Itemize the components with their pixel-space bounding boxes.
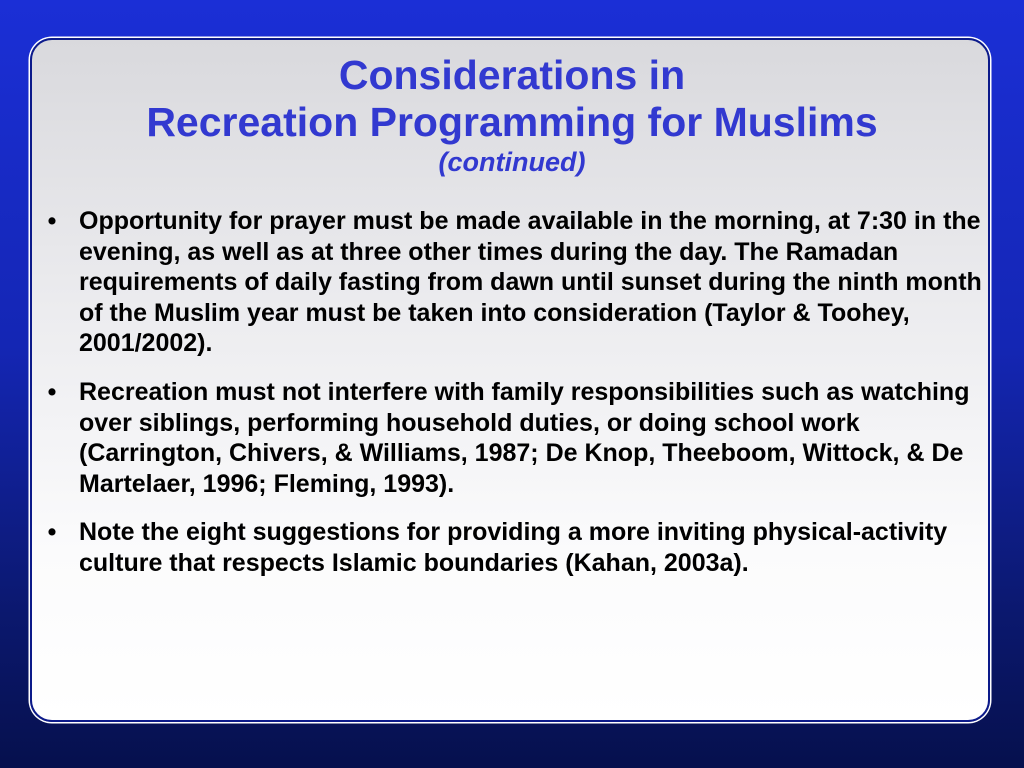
- bullet-icon: •: [47, 207, 57, 235]
- title-subtitle: (continued): [438, 147, 586, 177]
- bullet-icon: •: [47, 377, 57, 406]
- bullet-item: [42, 377, 982, 499]
- bullet-text: Recreation must not interfere with family responsibilities such as watching over siblings, performing household duties, or doing school work (Carrington, Chivers, & Williams, 1987; De Knop, Theeboom, Wittock, & De Martelaer, 1996; Fleming, 1993).: [79, 377, 970, 498]
- bullet-item: [42, 517, 982, 578]
- slide-title: [32, 52, 992, 178]
- slide-panel: [30, 38, 990, 722]
- title-line-2: Recreation Programming for Muslims: [146, 99, 878, 145]
- bullet-list: [42, 206, 982, 597]
- title-line-1: Considerations in: [338, 52, 686, 98]
- bullet-text: Note the eight suggestions for providing a more inviting physical-activity culture that respects Islamic boundaries (Kahan, 2003a).: [79, 518, 948, 577]
- bullet-text: Opportunity for prayer must be made available in the morning, at 7:30 in the evening, as well as at three other times during the day. The Ramadan requirements of daily fasting from dawn until sunset during the ninth month of the Muslim year must be taken into consideration (Taylor & Toohey, 2001/2002).: [79, 207, 982, 358]
- bullet-item: [42, 206, 982, 359]
- bullet-icon: •: [47, 518, 57, 547]
